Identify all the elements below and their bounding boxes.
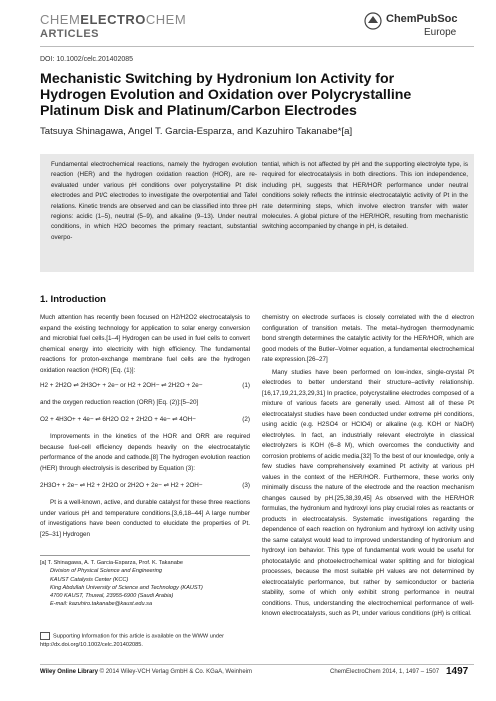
footnote-line: 4700 KAUST, Thuwal, 23955-6900 (Saudi Arabia) [50,593,174,600]
equation-text: O2 + 4H3O+ + 4e− ⇌ 6H2O O2 + 2H2O + 4e− ⇌ 4OH− [40,416,196,423]
copyright: © 2014 Wiley-VCH Verlag GmbH & Co. KGaA, Weinheim [97,669,252,675]
chempubsoc-logo-icon [364,12,382,30]
email-link[interactable]: E-mail: kazuhiro.takanabe@kaust.edu.sa [50,601,153,608]
equation-2 [40,410,250,432]
left-column [40,313,250,540]
abstract-right: tential, which is not affected by pH and the supporting electrolyte type, is required for electrocatalysis in both directions. This ion independence, including pH, suggests that HER/HOR performance under neutral conditions solely reflects the intrinsic electrocatalytic activity of Pt in the rate determining steps, which involve electron transfer with water molecules. A global picture of the HER/HOR, resulting from mechanistic switching accompanied by change in pH, is detailed. [262,161,468,231]
header-rule [40,46,474,47]
supporting-info-text[interactable]: Supporting Information for this article is available on the WWW under http://dx.doi.org/10.1002/celc.201402085. [40,633,224,648]
abstract-left: Fundamental electrochemical reactions, namely the hydrogen evolution reaction (HER) and the hydrogen oxidation reaction (HOR), are re-evaluated under various pH conditions over polycrystalline Pt disk electrodes and Pt/C electrodes to investigate the overpotential and Tafel relations. Kinetic trends are observed and can be classified into three pH regions: acidic (1–5), neutral (5–9), and alkaline (9–13). Under neutral conditions, in which H2O becomes the primary reactant, substantial overpo- [51,161,257,241]
footnote-rule [40,555,250,556]
supporting-info [40,632,250,649]
paragraph: Much attention has recently been focused on H2/H2O2 electrocatalysis to expand the existing technology for application to solar energy conversion and microbial fuel cells.[1–4] Hydrogen can be used in fuel cells to convert chemical energy into electricity with high efficiency. The fundamental reactions for proton-exchange membrane fuel cells are the hydrogen oxidation reaction (HOR) [Eq. (1)]: [40,314,250,374]
publisher-logo[interactable] [364,12,474,46]
footnote-line: [a] T. Shinagawa, A. T. Garcia-Esparza, Prof. K. Takanabe [40,560,184,566]
doi[interactable]: DOI: 10.1002/celc.201402085 [40,56,134,63]
equation-text: 2H3O+ + 2e− ⇌ H2 + 2H2O or 2H2O + 2e− ⇌ H2 + 2OH− [40,482,203,489]
supporting-info-icon [40,632,50,640]
logo-text: ChemPubSoc [386,13,458,25]
paragraph: Many studies have been performed on low-index, single-crystal Pt electrodes to better understand their structure–activity relationship.[16,17,19,21,23,29,31] In practice, polycrystalline electrodes composed of a mixture of various facets are generally used. Almost all of these Pt electrocatalyst studies have been conducted under extreme pH conditions, using acidic (e.g. H2SO4 or HClO4) or alkaline (e.g. KOH or NaOH) electrolytes. In fact, an industrially relevant electrolyte in classical electrolyzers is KOH (6–8 M), which overcomes the conductivity and corrosion problems of acidic media.[32] To the best of our knowledge, only a few studies have comprehensively examined Pt activity at various pH values in the context of the HER/HOR. Furthermore, these works only minimally discuss the nature of the electrode and the reaction mechanism changes caused by pH.[25,38,39,45] As observed with the HER/HOR formulas, the hydronium and hydroxyl ions play crucial roles as reactants or products in electrocatalysis. Systematic investigations regarding the dependence of each reaction on hydronium and hydroxyl ion activity using the same catalyst would lead to improved understanding of hydronium and hydroxyl ion behavior. This type of fundamental work would be useful for photocatalytic and photoelectrochemical water splitting and for biological processes, because the most suitable pH values are not determined by electrocatalytic performance, but rather by semiconductor or bacteria stability, some of which only exhibit strong performance in neutral conditions. Thus, understanding the electrochemical performance of well-known electrocatalysts, such as Pt, under various conditions (pH) is critical. [262,368,474,617]
paragraph: and the oxygen reduction reaction (ORR) [Eq. (2)]:[5–20] [40,399,199,406]
article-title: Mechanistic Switching by Hydronium Ion Activity for Hydrogen Evolution and Oxidation over Polycrystalline Platinum Disk and Platinum/Carbon Electrodes [40,71,412,119]
affiliation-footnote [40,559,250,609]
equation-number: (3) [242,482,250,489]
footnote-line: KAUST Catalysis Center (KCC) [50,576,129,583]
journal-name: CHEMELECTROCHEM [40,12,187,27]
paragraph: Improvements in the kinetics of the HOR and ORR are required because fuel-cell efficiency depends heavily on the electrocatalytic performance of the anode and cathode.[8] The hydrogen evolution reaction (HER) through electrolysis is described by Equation (3): [40,433,250,472]
equation-number: (1) [242,382,250,389]
equation-3 [40,476,250,498]
section-label: ARTICLES [40,28,99,40]
abstract-box [40,154,474,272]
footer-rule [40,664,474,665]
logo-subtext: Europe [424,27,457,38]
authors: Tatsuya Shinagawa, Angel T. Garcia-Esparza, and Kazuhiro Takanabe*[a] [40,126,353,137]
paragraph: chemistry on electrode surfaces is closely correlated with the d electron configuration of transition metals. The metal–hydrogen thermodynamic bond strength determines the catalytic activity for the HER/HOR, which are good models of the Butler–Volmer equation, a fundamental electrochemical rate expression.[26–27] [262,314,474,363]
wiley-online-library-link[interactable]: Wiley Online Library [40,669,98,675]
footer-citation: ChemElectroChem 2014, 1, 1497 – 1507 [330,669,440,675]
intro-heading: 1. Introduction [40,294,106,305]
equation-number: (2) [242,416,250,423]
right-column [262,313,474,620]
page-number: 1497 [446,666,469,677]
footer-left [40,669,252,675]
footnote-line: King Abdullah University of Science and Technology (KAUST) [50,584,203,591]
footnote-line: Division of Physical Science and Engineering [50,568,162,575]
equation-1 [40,376,250,398]
paragraph: Pt is a well-known, active, and durable catalyst for these three reactions under various pH and temperature conditions.[3,6,18–44] A large number of investigations have been conducted to elucidate the properties of Pt.[25–31] Hydrogen [40,499,250,538]
equation-text: H2 + 2H2O ⇌ 2H3O+ + 2e− or H2 + 2OH− ⇌ 2H2O + 2e− [40,382,203,389]
